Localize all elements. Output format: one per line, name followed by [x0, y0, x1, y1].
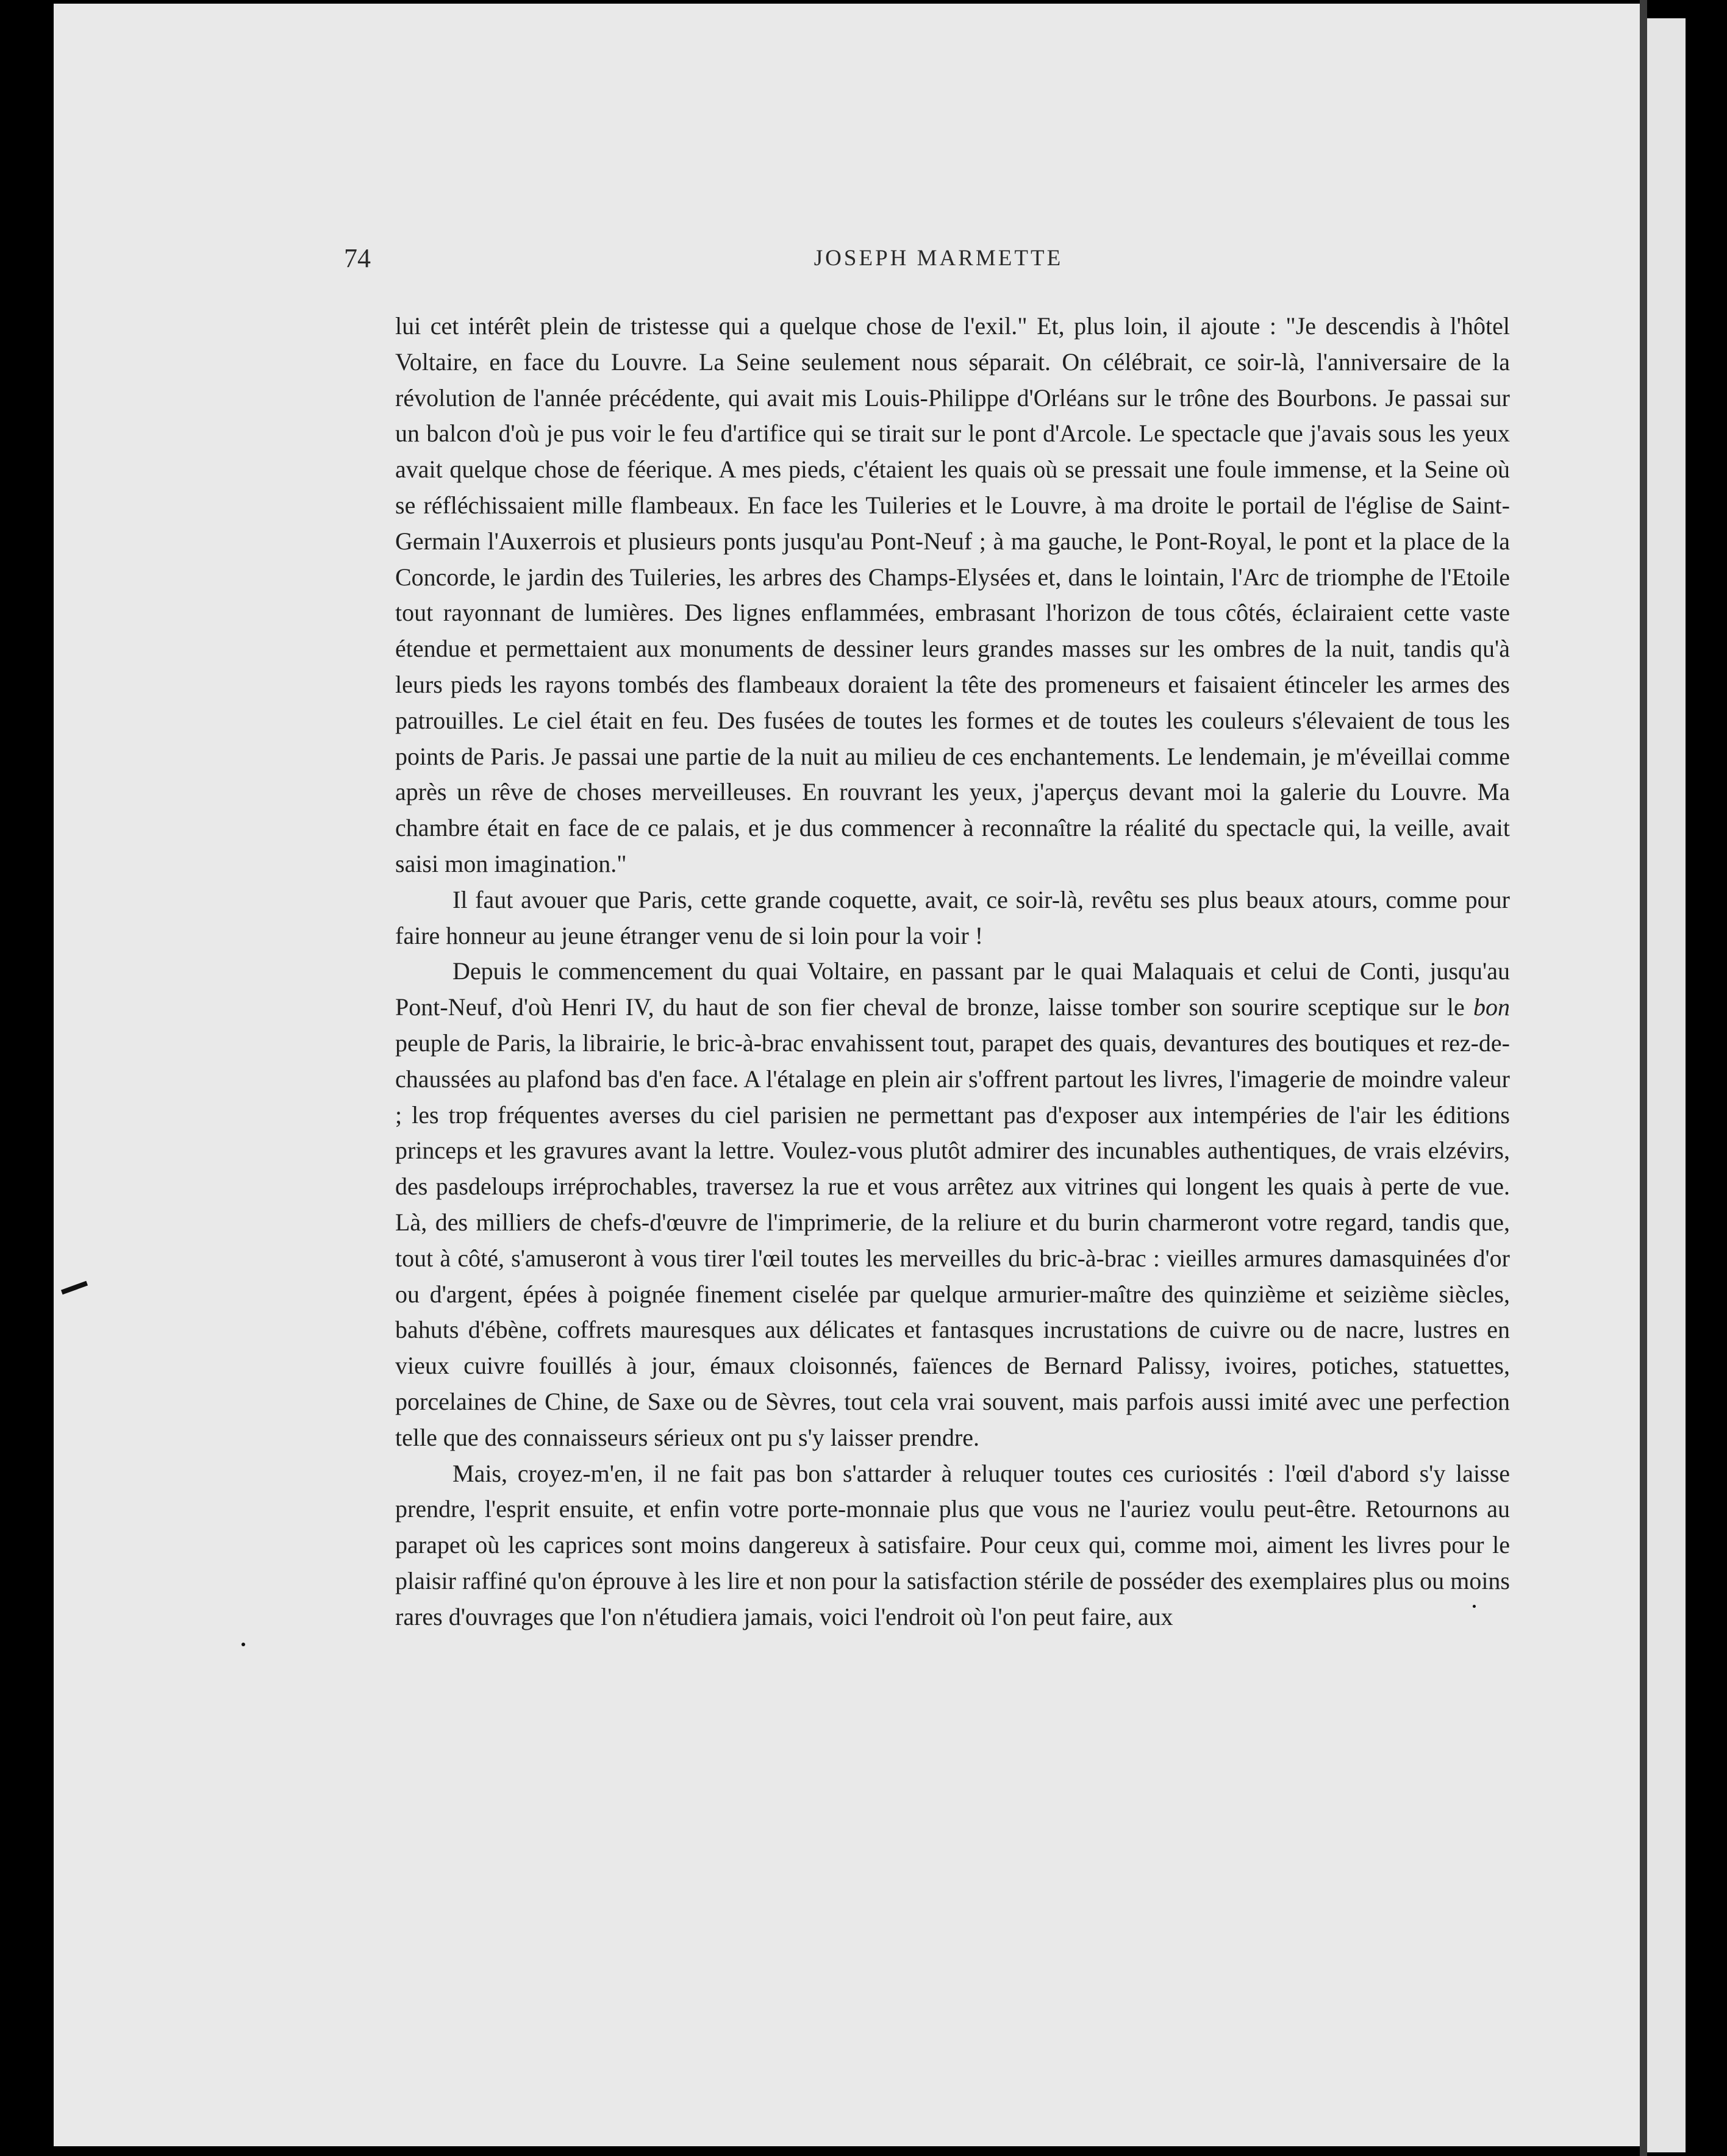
- paragraph-3-text-end: peuple de Paris, la librairie, le bric-à-brac envahissent tout, parapet des quais, devantures des boutiques et rez-de-chaussées au plafond bas d'en face. A l'étalage en plein air s'offrent partout les livres, l'imagerie de moindre valeur ; les trop fréquentes averses du ciel parisien ne permettant pas d'exposer aux intempéries de l'air les éditions princeps et les gravures avant la lettre. Voulez-vous plutôt admirer des incunables authentiques, de vrais elzévirs, des pasdeloups irréprochables, traversez la rue et vous arrêtez aux vitrines qui longent les quais à perte de vue. Là, des milliers de chefs-d'œuvre de l'imprimerie, de la reliure et du burin charmeront votre regard, tandis que, tout à côté, s'amuseront à vous tirer l'œil toutes les merveilles du bric-à-brac : vieilles armures damasquinées d'or ou d'argent, épées à poignée finement ciselée par quelque armurier-maître des quinzième et seizième siècles, bahuts d'ébène, coffrets mauresques aux délicates et fantasques incrustations de cuivre ou de nacre, lustres en vieux cuivre fouillés à jour, émaux cloisonnés, faïences de Bernard Palissy, ivoires, potiches, statuettes, porcelaines de Chine, de Saxe ou de Sèvres, tout cela vrai souvent, mais parfois aussi imité avec une perfection telle que des connaisseurs sérieux ont pu s'y laisser prendre.: [395, 1029, 1510, 1451]
- paragraph-2: [395, 882, 1510, 954]
- scanned-page: [54, 4, 1640, 2146]
- page-header: [344, 243, 1533, 285]
- paragraph-3: [395, 954, 1510, 1455]
- scan-speck: [1473, 1605, 1476, 1608]
- running-head: JOSEPH MARMETTE: [813, 246, 1064, 271]
- paragraph-2-text: Il faut avouer que Paris, cette grande coquette, avait, ce soir-là, revêtu ses plus beaux atours, comme pour faire honneur au jeune étranger venu de si loin pour la voir !: [395, 885, 1510, 949]
- body-text: [395, 309, 1510, 1635]
- page-edge-shadow: [1640, 0, 1647, 2156]
- paragraph-3-text-start: Depuis le commencement du quai Voltaire, en passant par le quai Malaquais et celui de Conti, jusqu'au Pont-Neuf, d'où Henri IV, du haut de son fier cheval de bronze, laisse tomber son sourire sceptique sur le: [395, 957, 1510, 1021]
- scan-speck: [61, 1281, 88, 1295]
- paragraph-3-italic-word: bon: [1473, 993, 1510, 1021]
- adjacent-page-strip: [1647, 18, 1686, 2152]
- page-number: 74: [344, 243, 371, 273]
- scan-speck: [241, 1643, 245, 1646]
- paragraph-4: [395, 1456, 1510, 1635]
- paragraph-4-text: Mais, croyez-m'en, il ne fait pas bon s'attarder à reluquer toutes ces curiosités : l'œil d'abord s'y laisse prendre, l'esprit ensuite, et enfin votre porte-monnaie plus que vous ne l'auriez voulu peut-être. Retournons au parapet où les caprices sont moins dangereux à satisfaire. Pour ceux qui, comme moi, aiment les livres pour le plaisir raffiné qu'on éprouve à les lire et non pour la satisfaction stérile de posséder des exemplaires plus ou moins rares d'ouvrages que l'on n'étudiera jamais, voici l'endroit où l'on peut faire, aux: [395, 1459, 1510, 1630]
- paragraph-1: [395, 309, 1510, 882]
- paragraph-1-text: lui cet intérêt plein de tristesse qui a quelque chose de l'exil." Et, plus loin, il ajoute : "Je descendis à l'hôtel Voltaire, en face du Louvre. La Seine seulement nous séparait. On célébrait, ce soir-là, l'anniversaire de la révolution de l'année précédente, qui avait mis Louis-Philippe d'Orléans sur le trône des Bourbons. Je passai sur un balcon d'où je pus voir le feu d'artifice qui se tirait sur le pont d'Arcole. Le spectacle que j'avais sous les yeux avait quelque chose de féerique. A mes pieds, c'étaient les quais où se pressait une foule immense, et la Seine où se réfléchissaient mille flambeaux. En face les Tuileries et le Louvre, à ma droite le portail de l'église de Saint-Germain l'Auxerrois et plusieurs ponts jusqu'au Pont-Neuf ; à ma gauche, le Pont-Royal, le pont et la place de la Concorde, le jardin des Tuileries, les arbres des Champs-Elysées et, dans le lointain, l'Arc de triomphe de l'Etoile tout rayonnant de lumières. Des lignes enflammées, embrasant l'horizon de tous côtés, éclairaient cette vaste étendue et permettaient aux monuments de dessiner leurs grandes masses sur les ombres de la nuit, tandis qu'à leurs pieds les rayons tombés des flambeaux doraient la tête des promeneurs et faisaient étinceler les armes des patrouilles. Le ciel était en feu. Des fusées de toutes les formes et de toutes les couleurs s'élevaient de tous les points de Paris. Je passai une partie de la nuit au milieu de ces enchantements. Le lendemain, je m'éveillai comme après un rêve de choses merveilleuses. En rouvrant les yeux, j'aperçus devant moi la galerie du Louvre. Ma chambre était en face de ce palais, et je dus commencer à reconnaître la réalité du spectacle qui, la veille, avait saisi mon imagination.": [395, 312, 1510, 877]
